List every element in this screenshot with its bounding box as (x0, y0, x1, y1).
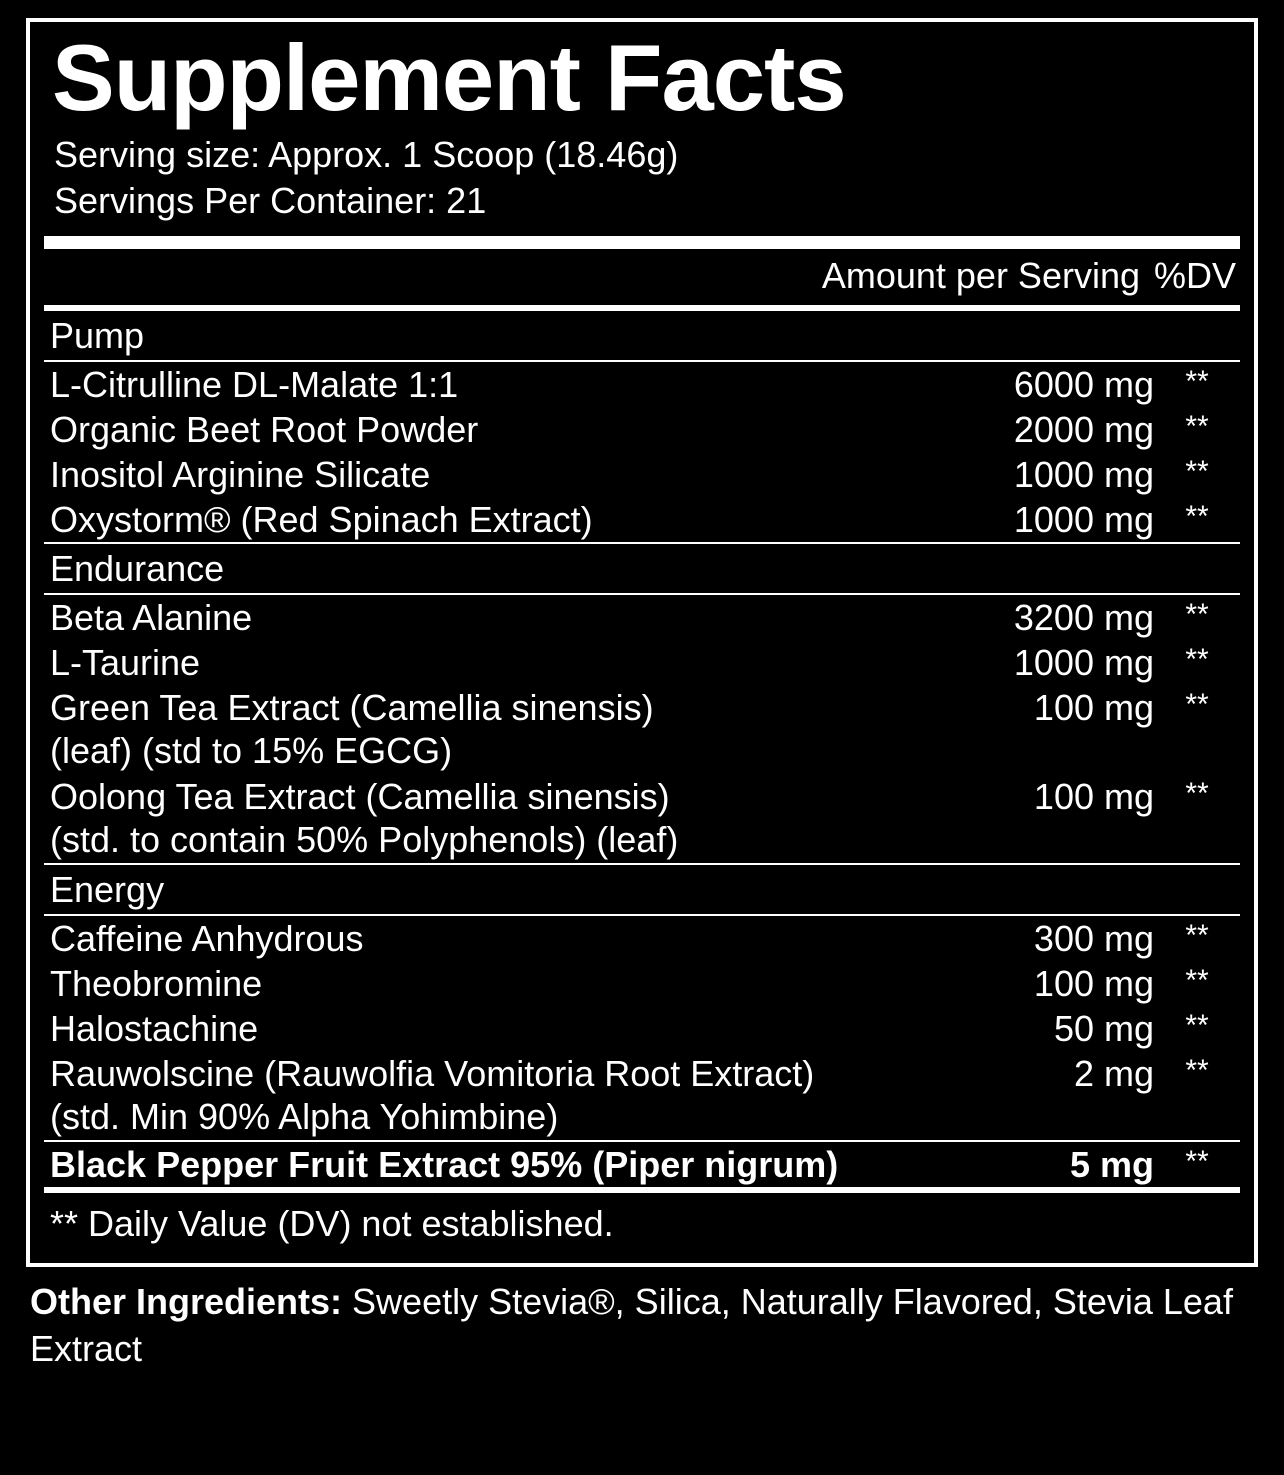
table-row (44, 916, 1240, 961)
ingredient-dv: ** (1185, 598, 1209, 632)
ingredient-amount: 100 mg (1033, 963, 1154, 1005)
group-heading-pump: Pump (50, 315, 145, 357)
ingredient-dv: ** (1185, 500, 1209, 534)
ingredient-amount: 6000 mg (1013, 364, 1154, 406)
ingredient-amount: 1000 mg (1013, 499, 1154, 541)
servings-per-container-text: Servings Per Container: 21 (54, 179, 487, 221)
table-row (44, 1142, 1240, 1187)
amount-per-serving-header: Amount per Serving (821, 255, 1140, 297)
ingredient-dv: ** (1185, 1009, 1209, 1043)
ingredient-subtext: (std. Min 90% Alpha Yohimbine) (50, 1096, 559, 1138)
ingredient-name: Black Pepper Fruit Extract 95% (Piper nigrum) (50, 1144, 839, 1186)
ingredient-dv: ** (1185, 688, 1209, 722)
ingredient-amount: 100 mg (1033, 687, 1154, 729)
other-ingredients-value: Sweetly Stevia®, Silica, Naturally Flavored, Stevia Leaf Extract (30, 1281, 1233, 1369)
ingredient-dv: ** (1185, 365, 1209, 399)
ingredient-name: Rauwolscine (Rauwolfia Vomitoria Root Extract) (50, 1053, 815, 1095)
dv-header: %DV (1154, 255, 1237, 297)
ingredient-name: Beta Alanine (50, 597, 253, 639)
ingredient-subtext: (leaf) (std to 15% EGCG) (50, 730, 453, 772)
ingredient-dv: ** (1185, 643, 1209, 677)
ingredient-dv: ** (1185, 410, 1209, 444)
supplement-facts-box (26, 18, 1258, 1267)
table-row (44, 1006, 1240, 1051)
table-column-headers (44, 249, 1240, 305)
ingredient-dv: ** (1185, 964, 1209, 998)
ingredient-name: Caffeine Anhydrous (50, 918, 364, 960)
ingredient-dv: ** (1185, 919, 1209, 953)
table-row (44, 685, 1240, 730)
table-row (44, 774, 1240, 819)
ingredient-amount: 1000 mg (1013, 642, 1154, 684)
ingredient-amount: 100 mg (1033, 776, 1154, 818)
daily-value-footnote: ** Daily Value (DV) not established. (50, 1203, 614, 1245)
ingredient-dv: ** (1185, 455, 1209, 489)
table-row (44, 362, 1240, 407)
ingredient-name: Oxystorm® (Red Spinach Extract) (50, 499, 593, 541)
table-row (44, 640, 1240, 685)
group-heading-endurance: Endurance (50, 548, 225, 590)
table-row (44, 452, 1240, 497)
ingredient-dv: ** (1185, 777, 1209, 811)
ingredient-name: L-Citrulline DL-Malate 1:1 (50, 364, 459, 406)
other-ingredients-label: Other Ingredients: (30, 1281, 343, 1323)
ingredient-amount: 2 mg (1073, 1053, 1154, 1095)
ingredient-amount: 50 mg (1053, 1008, 1154, 1050)
table-row (44, 1051, 1240, 1096)
ingredient-amount: 3200 mg (1013, 597, 1154, 639)
ingredient-amount: 2000 mg (1013, 409, 1154, 451)
table-row (44, 497, 1240, 542)
table-row (44, 407, 1240, 452)
table-row (44, 595, 1240, 640)
ingredient-name: Green Tea Extract (Camellia sinensis) (50, 687, 654, 729)
ingredient-subtext: (std. to contain 50% Polyphenols) (leaf) (50, 819, 679, 861)
ingredient-name: Oolong Tea Extract (Camellia sinensis) (50, 776, 670, 818)
serving-size-text: Serving size: Approx. 1 Scoop (18.46g) (54, 133, 679, 175)
ingredient-name: L-Taurine (50, 642, 201, 684)
page-title: Supplement Facts (52, 25, 846, 130)
ingredient-name: Inositol Arginine Silicate (50, 454, 431, 496)
table-row (44, 961, 1240, 1006)
group-heading-energy: Energy (50, 869, 165, 911)
ingredient-name: Theobromine (50, 963, 263, 1005)
ingredient-amount: 1000 mg (1013, 454, 1154, 496)
other-ingredients (30, 1279, 1254, 1373)
ingredient-dv: ** (1185, 1145, 1209, 1179)
ingredient-amount: 5 mg (1069, 1144, 1154, 1186)
ingredient-dv: ** (1185, 1054, 1209, 1088)
divider-heavy-top (44, 236, 1240, 249)
ingredient-name: Halostachine (50, 1008, 259, 1050)
ingredient-amount: 300 mg (1033, 918, 1154, 960)
ingredient-name: Organic Beet Root Powder (50, 409, 479, 451)
